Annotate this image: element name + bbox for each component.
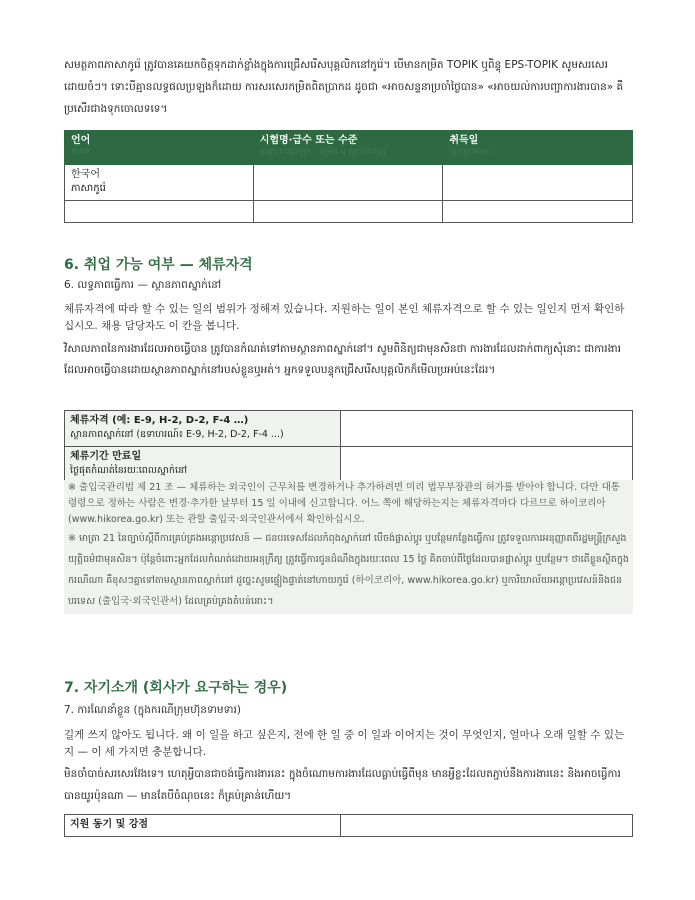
header-acquired-date: 취득일 ថ្ងៃទទួលបាន (443, 131, 633, 165)
residence-expiry-input[interactable] (341, 447, 633, 482)
section-7-subheading: 7. ការណែនាំខ្លួន (ក្នុងករណីក្រុមហ៊ុនទាមទារ) (64, 704, 241, 716)
table-row (65, 201, 633, 223)
section-6-body-km: វិសាលភាពនៃការងារដែលអាចធ្វើបាន ត្រូវបានកំណត់ទៅតាមស្ថានភាពស្នាក់នៅ។ សូមពិនិត្យជាមុនសិនថា ការងារដែលដាក់ពាក្យសុំនោះ ជាការងារដែលអាចធ្វើបានដោយស្ថានភាពស្នាក់នៅរបស់ខ្លួនឬអត់។ អ្នកទទួលបន្ទុកជ្រើសរើសបុគ្គលិកក៏មើលប្រអប់នេះដែរ។ (64, 343, 621, 376)
residence-status-label: 체류자격 (예: E-9, H-2, D-2, F-4 …) ស្ថានភាពស្នាក់នៅ (ឧទាហរណ៍៖ E-9, H-2, D-2, F-4 ...) (65, 411, 341, 447)
residence-table (64, 410, 633, 482)
cell-language-korean: 한국어 ភាសាកូរ៉េ (65, 165, 254, 201)
header-language: 언어 ភាសា (65, 131, 254, 165)
immigration-law-note (64, 480, 633, 614)
residence-status-input[interactable] (341, 411, 633, 447)
table-row (65, 411, 633, 447)
language-table-header (65, 131, 633, 165)
section-6-body-ko: 체류자격에 따라 할 수 있는 일의 범위가 정해져 있습니다. 지원하는 일이 본인 체류자격으로 할 수 있는 일인지 먼저 확인하십시오. 채용 담당자도 이 칸을 봅니다. (64, 303, 625, 332)
section-6-heading: 6. 취업 가능 여부 — 체류자격 (64, 257, 253, 273)
table-row (65, 447, 633, 482)
note-km: ※ មាត្រា 21 នៃច្បាប់ស្ដីពីការគ្រប់គ្រងអន្តោប្រវេសន៍ — ជនបរទេសដែលកំពុងស្នាក់នៅ បើចង់ផ្លាស់ប្ដូរ ឬបន្ថែមកន្លែងធ្វើការ ត្រូវទទួលការអនុញ្ញាតពីរដ្ឋមន្ត្រីក្រសួងយុត្តិធម៌ជាមុនសិន។ ប៉ុន្តែចំពោះអ្នកដែលកំណត់ដោយអនុក្រឹត្យ ត្រូវធ្វើការជូនដំណឹងក្នុងរយៈពេល 15 ថ្ងៃ គិតចាប់ពីថ្ងៃដែលបានផ្លាស់ប្ដូរ ឬបន្ថែម។ ថាតើខ្លួនស្ថិតក្នុងករណីណា គឺខុសៗគ្នាទៅតាមស្ថានភាពស្នាក់នៅ ដូច្នេះសូមផ្ទៀងផ្ទាត់នៅហាយកូរ៉េ (하이코리아, www.hikorea.go.kr) ឬការិយាល័យអន្តោប្រវេសន៍និងជនបរទេស (출입국·외국인관서) ដែលគ្រប់គ្រងតំបន់នោះ។ (68, 533, 629, 607)
self-intro-table (64, 814, 633, 837)
motivation-strengths-label: 지원 동기 및 강점 (65, 815, 341, 837)
cell-test-level-input[interactable] (253, 165, 443, 201)
residence-expiry-label: 체류기간 만료일 ថ្ងៃផុតកំណត់នៃរយៈពេលស្នាក់នៅ (65, 447, 341, 482)
cell-language-input[interactable] (65, 201, 254, 223)
header-test-level: 시험명·급수 또는 수준 ឈ្មោះការប្រឡង · កម្រិត ឬ ស្ទាត់ជំនាញ (253, 131, 443, 165)
cell-test-level-input[interactable] (253, 201, 443, 223)
cell-acquired-date-input[interactable] (443, 165, 633, 201)
section-7-body-km: មិនចាំបាច់សរសេរវែងទេ។ ហេតុអ្វីបានជាចង់ធ្វើការងារនេះ ក្នុងចំណោមការងារដែលធ្លាប់ធ្វើពីមុន មានអ្វីខ្លះដែលតភ្ជាប់នឹងការងារនេះ និងអាចធ្វើការបានយូរប៉ុនណា — មានតែបីចំណុចនេះ ក៏គ្រប់គ្រាន់ហើយ។ (64, 768, 621, 802)
note-ko: ※ 출입국관리법 제 21 조 — 체류하는 외국인이 근무처를 변경하거나 추가하려면 미리 법무부장관의 허가를 받아야 합니다. 다만 대통령령으로 정하는 사람은 변경·추가한 날부터 15 일 이내에 신고합니다. 어느 쪽에 해당하는지는 체류자격마다 다르므로 하이코리아(www.hikorea.go.kr) 또는 관할 출입국·외국인관서에서 확인하십시오. (68, 482, 620, 525)
cell-acquired-date-input[interactable] (443, 201, 633, 223)
section-7-body-ko: 길게 쓰지 않아도 됩니다. 왜 이 일을 하고 싶은지, 전에 한 일 중 이 일과 이어지는 것이 무엇인지, 얼마나 오래 일할 수 있는지 — 이 세 가지면 충분합니다. (64, 729, 625, 758)
language-table (64, 130, 633, 223)
table-row (65, 815, 633, 837)
section-6-subheading: 6. លទ្ធភាពធ្វើការ — ស្ថានភាពស្នាក់នៅ (64, 279, 222, 291)
motivation-strengths-input[interactable] (341, 815, 633, 837)
section-7-heading: 7. 자기소개 (회사가 요구하는 경우) (64, 680, 288, 696)
intro-paragraph: សមត្ថភាពភាសាកូរ៉េ ត្រូវបានគេយកចិត្តទុកដាក់ខ្លាំងក្នុងការជ្រើសរើសបុគ្គលិកនៅកូរ៉េ។ បើមានកម្រិត TOPIK ឬពិន្ទុ EPS-TOPIK សូមសរសេរដោយចំៗ។ ទោះបីគ្មានលទ្ធផលប្រឡងក៏ដោយ ការសរសេរកម្រិតពិតប្រាកដ ដូចជា «អាចសន្ទនាប្រចាំថ្ងៃបាន» «អាចយល់ការបញ្ជាការងារបាន» គឺប្រសើរជាងទុកចោលទទេ។ (64, 59, 624, 115)
table-row (65, 165, 633, 201)
